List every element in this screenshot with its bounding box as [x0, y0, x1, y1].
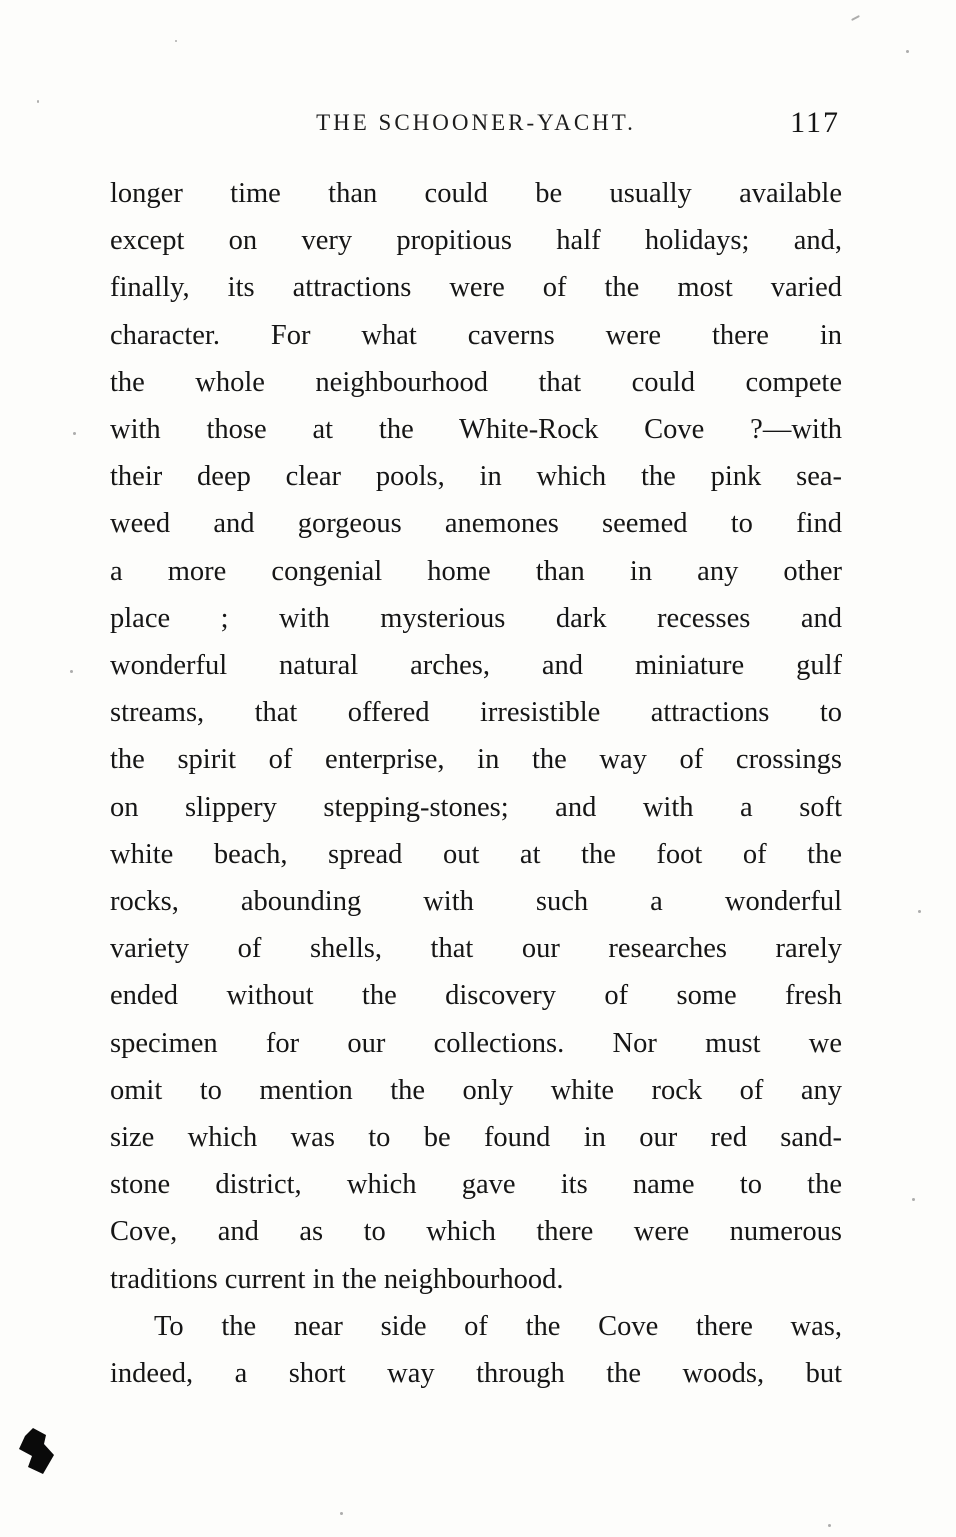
text-line: wonderful natural arches, and miniature gulf: [110, 650, 842, 682]
text-line: on slippery stepping-stones; and with a soft: [110, 791, 842, 823]
text-line: indeed, a short way through the woods, but: [110, 1358, 842, 1390]
page-number: 117: [790, 106, 840, 139]
text-line: ended without the discovery of some fresh: [110, 980, 842, 1012]
scan-speck: [37, 100, 39, 103]
text-line: variety of shells, that our researches rarely: [110, 933, 842, 965]
text-line: To the near side of the Cove there was,: [154, 1310, 842, 1342]
text-line: omit to mention the only white rock of any: [110, 1074, 842, 1106]
page-body: [110, 170, 842, 1397]
running-header: [110, 106, 842, 146]
text-line: their deep clear pools, in which the pink sea-: [110, 461, 842, 493]
scan-speck: [175, 40, 177, 42]
text-line: stone district, which gave its name to the: [110, 1169, 842, 1201]
text-line: longer time than could be usually available: [110, 178, 842, 209]
text-line: white beach, spread out at the foot of the: [110, 838, 842, 870]
text-line: with those at the White-Rock Cove ?—with: [110, 414, 842, 446]
page-title: THE SCHOONER-YACHT.: [316, 110, 636, 135]
text-line: the whole neighbourhood that could compete: [110, 366, 842, 398]
text-line: weed and gorgeous anemones seemed to find: [110, 508, 842, 540]
text-line: Cove, and as to which there were numerous: [110, 1216, 842, 1248]
text-line: streams, that offered irresistible attractions to: [110, 697, 842, 729]
scan-speck: [918, 910, 921, 913]
text-line: specimen for our collections. Nor must we: [110, 1027, 842, 1059]
text-line: except on very propitious half holidays; and,: [110, 225, 842, 257]
scan-speck: [912, 1198, 915, 1201]
scan-speck: [73, 432, 76, 435]
text-line: rocks, abounding with such a wonderful: [110, 886, 842, 918]
text-line: traditions current in the neighbourhood.: [110, 1263, 564, 1295]
ink-blot: [18, 1428, 56, 1476]
scan-speck: [906, 50, 909, 53]
scan-speck: [851, 15, 860, 21]
text-line: place ; with mysterious dark recesses and: [110, 602, 842, 634]
text-line: character. For what caverns were there in: [110, 319, 842, 351]
scan-speck: [828, 1524, 831, 1527]
paragraph: [110, 170, 842, 1303]
paragraph: [110, 1303, 842, 1397]
text-line: finally, its attractions were of the most varied: [110, 272, 842, 304]
scan-speck: [340, 1512, 343, 1515]
text-line: a more congenial home than in any other: [110, 555, 842, 587]
text-line: size which was to be found in our red sand-: [110, 1122, 842, 1154]
scan-speck: [70, 670, 73, 673]
text-line: the spirit of enterprise, in the way of crossings: [110, 744, 842, 776]
